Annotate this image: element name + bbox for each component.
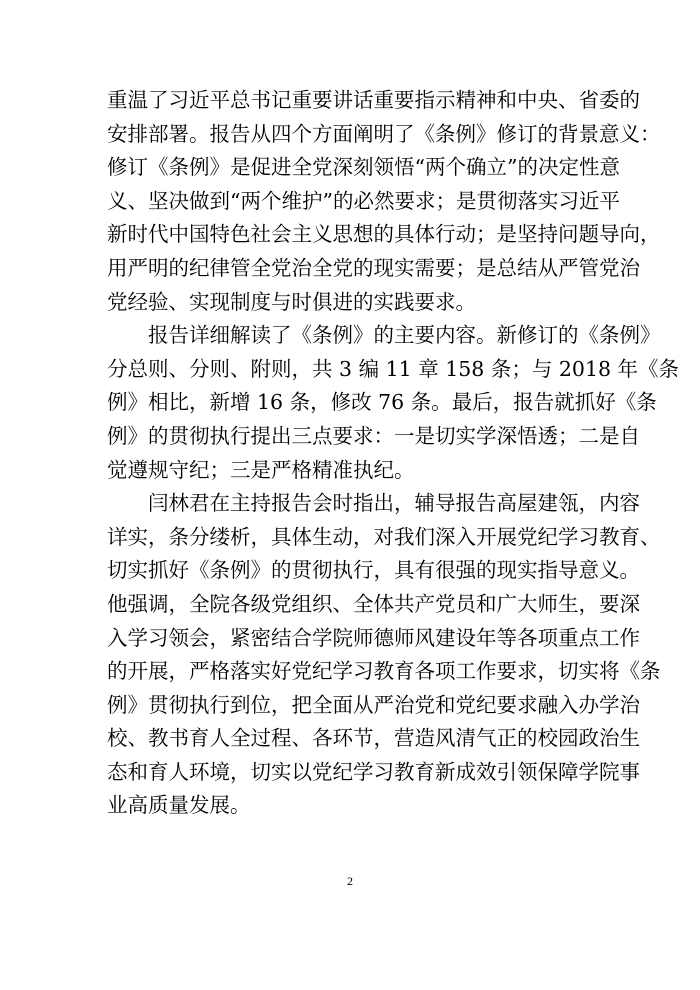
- page-number: 2: [347, 874, 353, 888]
- text-line: 校、教书育人全过程、各环节，营造风清气正的校园政治生: [107, 726, 640, 751]
- text-line: 用严明的纪律管全党治全党的现实需要；是总结从严管党治: [107, 255, 640, 280]
- text-line: 觉遵规守纪；三是严格精准执纪。: [107, 457, 415, 482]
- text-line: 例》贯彻执行到位，把全面从严治党和党纪要求融入办学治: [107, 692, 640, 717]
- text-line: 重温了习近平总书记重要讲话重要指示精神和中央、省委的: [107, 88, 640, 112]
- text-line: 新时代中国特色社会主义思想的具体行动；是坚持问题导向，: [107, 222, 661, 247]
- text-line: 详实，条分缕析，具体生动，对我们深入开展党纪学习教育、: [107, 524, 661, 549]
- body-text: [107, 84, 680, 823]
- text-line: 他强调，全院各级党组织、全体共产党员和广大师生，要深: [107, 591, 640, 616]
- text-line: 入学习领会，紧密结合学院师德师风建设年等各项重点工作: [107, 625, 640, 650]
- text-line: 分总则、分则、附则，共 3 编 11 章 158 条；与 2018 年《条: [107, 356, 680, 381]
- text-line: 修订《条例》是促进全党深刻领悟“两个确立”的决定性意: [107, 155, 620, 180]
- text-line: 义、坚决做到“两个维护”的必然要求；是贯彻落实习近平: [107, 188, 620, 213]
- text-line: 的开展，严格落实好党纪学习教育各项工作要求，切实将《条: [107, 659, 661, 684]
- text-line: 态和育人环境，切实以党纪学习教育新成效引领保障学院事: [107, 759, 640, 784]
- text-line: 报告详细解读了《条例》的主要内容。新修订的《条例》: [107, 323, 661, 348]
- text-line: 例》的贯彻执行提出三点要求：一是切实学深悟透；二是自: [107, 423, 640, 448]
- text-line: 例》相比，新增 16 条，修改 76 条。最后，报告就抓好《条: [107, 390, 657, 415]
- text-line: 闫林君在主持报告会时指出，辅导报告高屋建瓴，内容: [107, 491, 640, 516]
- text-line: 切实抓好《条例》的贯彻执行，具有很强的现实指导意义。: [107, 558, 640, 583]
- text-line: 安排部署。报告从四个方面阐明了《条例》修订的背景意义：: [107, 121, 661, 146]
- text-line: 业高质量发展。: [107, 793, 251, 818]
- text-line: 党经验、实现制度与时俱进的实践要求。: [107, 289, 476, 314]
